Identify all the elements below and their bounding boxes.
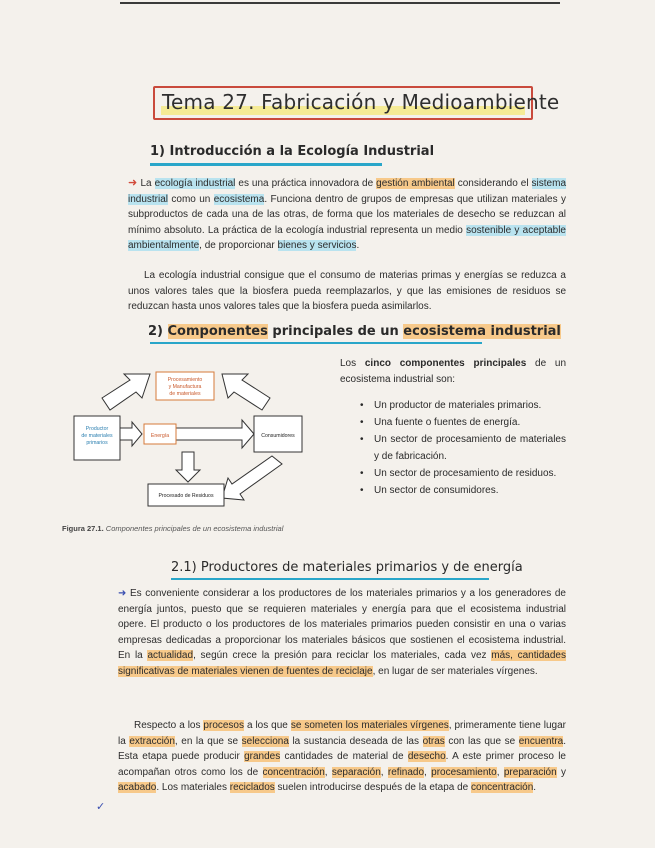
components-list: [340, 397, 566, 499]
section-2-heading: 2) Componentes principales de un ecosistema industrial: [148, 324, 561, 339]
section-2-1-underline: [171, 578, 489, 580]
list-item: • Un sector de consumidores.: [340, 482, 566, 499]
list-item: • Una fuente o fuentes de energía.: [340, 414, 566, 431]
figure-caption: Figura 27.1. Componentes principales de un ecosistema industrial: [62, 524, 284, 533]
section-1-paragraph-2: La ecología industrial consigue que el consumo de materias primas y energías se reduzca a unos valores tales que la biosfera pueda reemplazarlos, y que las emisiones de residuos se reduzcan hasta unos valores tales que la biosfera pueda asimilarlos.: [128, 270, 566, 312]
diagram-label-waste: Procesado de Residuos: [158, 493, 214, 499]
diagram-label-energy: Energía: [150, 433, 170, 439]
section-2-1-paragraph-1: ➜ Es conveniente considerar a los productores de los materiales primarios y a los generadores de energía juntos, puesto que se requieren materiales y energía para que el ecosistema industrial opere. El producto o los productores de los materiales primarios pueden consistir en una o varias empresas dedicadas a proporcionar los materiales básicos que sostienen el ecosistema industrial. En la actualidad, según crece la presión para reciclar los materiales, cada vez más, cantidades significativas de materiales vienen de fuentes de reciclaje, en lugar de ser materiales vírgenes.: [118, 588, 566, 677]
section-2-1-paragraph-2: Respecto a los procesos a los que se someten los materiales vírgenes, primeramente tiene lugar la extracción, en la que se selecciona la sustancia deseada de las otras con las que se encuentra. Esta etapa puede producir grandes cantidades de material de desecho. A este primer proceso le acompañan otros como los de concentración, separación, refinado, procesamiento, preparación y acabado. Los materiales reciclados suelen introducirse después de la etapa de concentración.: [118, 720, 566, 793]
page-title: Tema 27. Fabricación y Medioambiente: [162, 90, 560, 114]
section-1-paragraph-1: ➜ La ecología industrial es una práctica innovadora de gestión ambiental considerando el sistema industrial como un ecosistema. Funciona dentro de grupos de empresas que utilizan materiales y subproductos de cada una de las otras, de forma que los materiales de desecho se reduzcan al mínimo absoluto. La práctica de la ecología industrial representa un medio sostenible y aceptable ambientalmente, de proporcionar bienes y servicios.: [128, 177, 566, 251]
diagram-label-producer-2: de materiales: [81, 433, 113, 439]
arrow-icon: ➜: [118, 588, 131, 599]
diagram-label-processing-2: y Manufactura: [168, 384, 202, 390]
list-item: • Un sector de procesamiento de materiales y de fabricación.: [340, 431, 566, 465]
top-rule: [120, 2, 560, 4]
arrow-icon: ➜: [128, 177, 141, 189]
list-item: • Un productor de materiales primarios.: [340, 397, 566, 414]
pen-mark-icon: ✓: [96, 801, 106, 813]
section-1-underline: [150, 163, 382, 166]
section-2-underline: [150, 342, 482, 344]
diagram-label-processing-3: de materiales: [169, 391, 201, 397]
section-2-1-heading: 2.1) Productores de materiales primarios y de energía: [171, 560, 523, 575]
diagram-label-consumers: Consumidores: [261, 433, 295, 439]
ecosystem-diagram: [72, 360, 332, 520]
diagram-label-processing-1: Procesamiento: [167, 377, 203, 383]
diagram-label-producer-1: Productor: [85, 426, 109, 432]
components-intro: Los cinco componentes principales de un ecosistema industrial son:: [340, 358, 567, 385]
diagram-label-producer-3: primarios: [86, 440, 108, 446]
section-1-heading: 1) Introducción a la Ecología Industrial: [150, 144, 435, 159]
list-item: • Un sector de procesamiento de residuos.: [340, 465, 566, 482]
